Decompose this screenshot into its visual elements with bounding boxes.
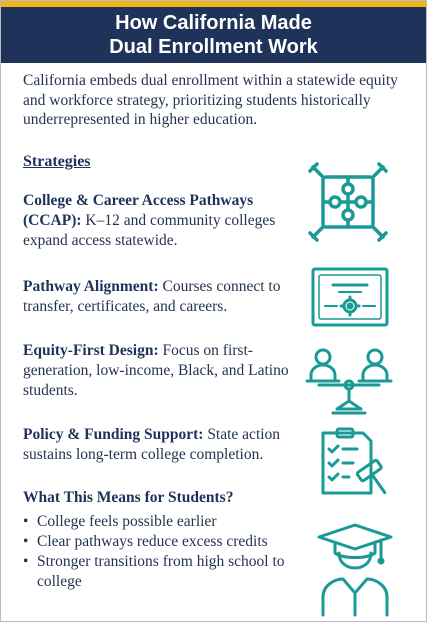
list-item-text: Clear pathways reduce excess credits — [37, 533, 268, 550]
list-item-text: College feels possible earlier — [37, 513, 217, 530]
puzzle-icon — [307, 161, 389, 243]
strategy-text: State action sustains long-term college completion. — [23, 426, 281, 463]
strategy-title: Policy & Funding Support: — [23, 426, 204, 443]
list-item — [23, 552, 308, 592]
list-item-text: Stronger transitions from high school to college — [37, 553, 285, 590]
strategy-policy-funding — [23, 425, 303, 465]
balance-scale-icon — [305, 345, 395, 417]
bullet-glyph: • — [23, 513, 29, 530]
strategy-equity-first — [23, 341, 303, 401]
intro-paragraph: California embeds dual enrollment within a statewide equity and workforce strategy, prioritizing students historically underrepresented in higher education. — [23, 72, 398, 128]
strategy-text: Focus on first-generation, low-income, Black, and Latino students. — [23, 342, 289, 399]
graduate-icon — [315, 521, 395, 617]
strategy-title: College & Career Access Pathways (CCAP): — [23, 192, 254, 229]
bullet-glyph: • — [23, 553, 29, 570]
list-item — [23, 512, 308, 532]
list-item — [23, 532, 308, 552]
checklist-gavel-icon — [317, 427, 389, 499]
students-bullet-list — [23, 512, 308, 592]
strategy-title: Pathway Alignment: — [23, 278, 159, 295]
students-heading: What This Means for Students? — [23, 489, 234, 506]
strategy-pathway-alignment — [23, 277, 303, 317]
page-title — [1, 7, 426, 63]
strategy-text: Courses connect to transfer, certificates, and careers. — [23, 278, 281, 315]
strategy-ccap — [23, 191, 303, 251]
strategies-heading: Strategies — [23, 153, 91, 170]
strategy-title: Equity-First Design: — [23, 342, 159, 359]
title-line-2: Dual Enrollment Work — [109, 36, 318, 58]
strategy-text: K–12 and community colleges expand access statewide. — [23, 212, 276, 249]
certificate-icon — [309, 265, 391, 329]
title-line-1: How California Made — [115, 12, 312, 34]
bullet-glyph: • — [23, 533, 29, 550]
